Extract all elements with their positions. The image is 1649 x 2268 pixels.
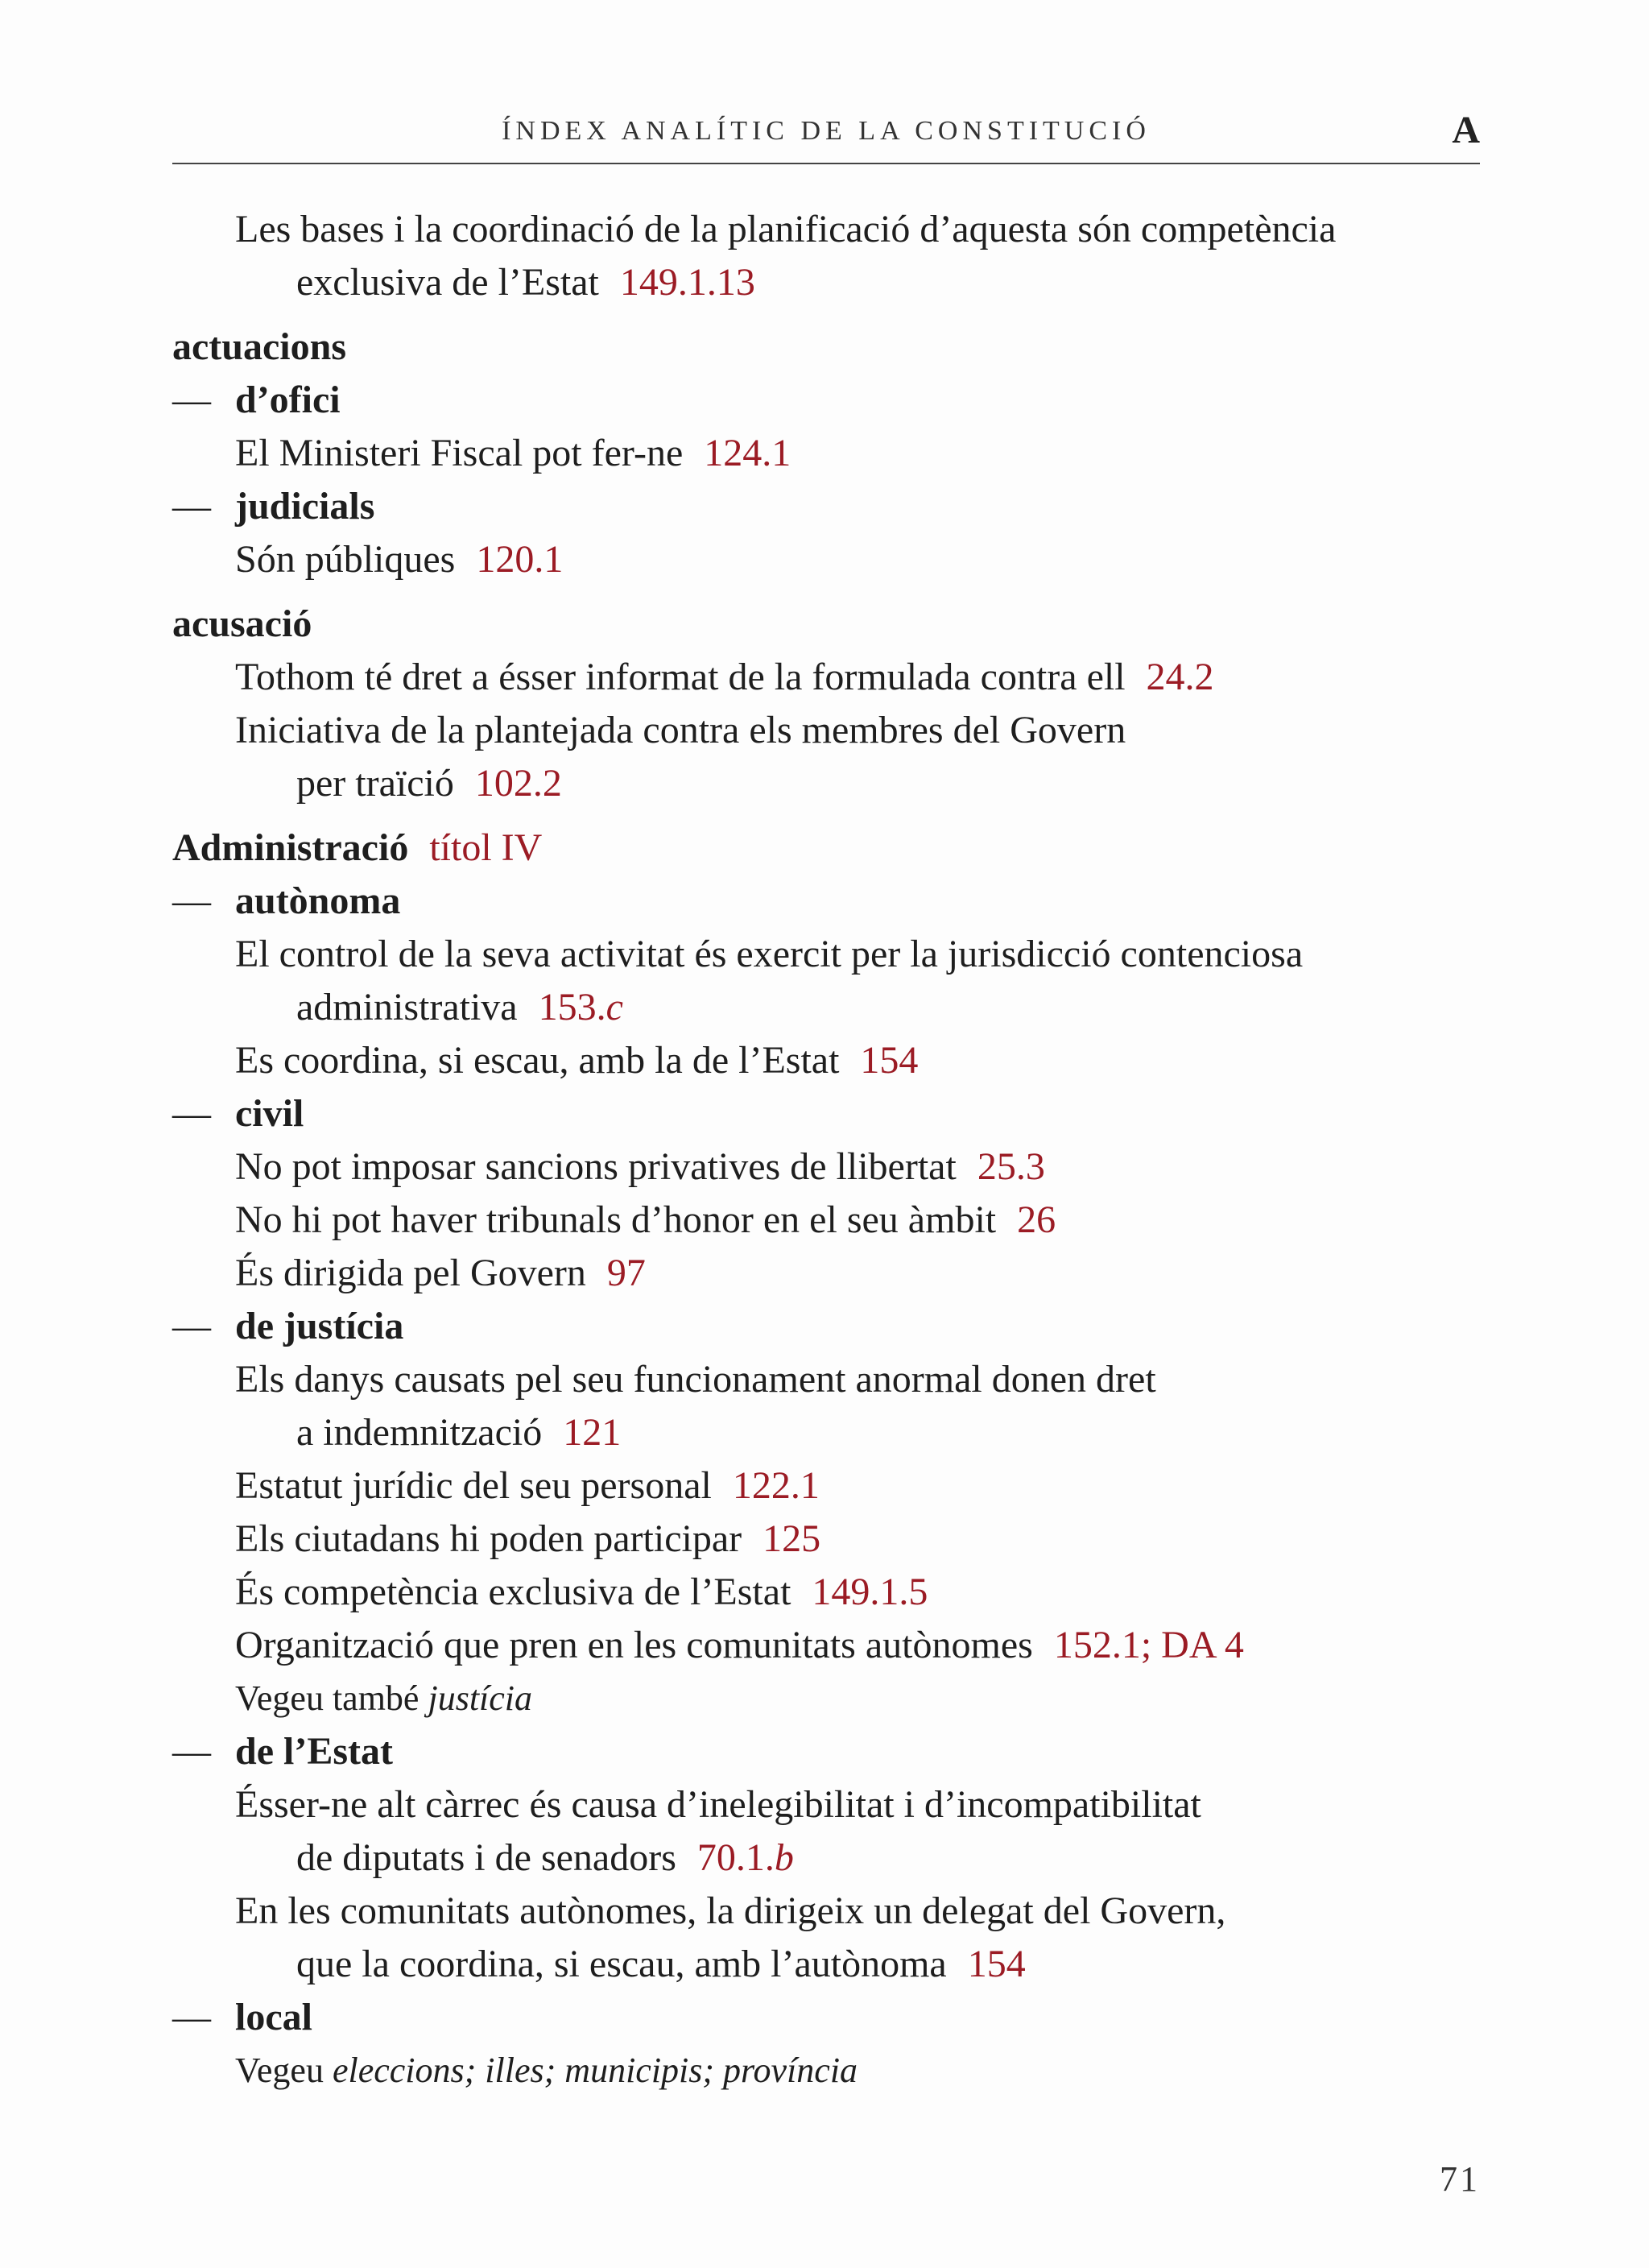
index-entry [172, 427, 1493, 480]
index-entry [172, 1885, 1493, 1938]
entry-text: Es coordina, si escau, amb la de l’Estat [235, 1039, 840, 1082]
entry-text: per traïció [296, 762, 454, 805]
subheading-dash: — [172, 1996, 211, 2038]
index-entry [172, 203, 1493, 256]
article-reference: 120.1 [476, 538, 564, 581]
article-reference: 102.2 [474, 762, 562, 805]
entry-text: autònoma [235, 879, 401, 922]
index-heading [172, 598, 1493, 651]
index-entry [172, 533, 1493, 586]
index-entry [172, 928, 1493, 981]
article-reference: 153.c [538, 986, 623, 1028]
index-entry [172, 1353, 1493, 1406]
subheading-dash: — [172, 379, 211, 421]
index-subheading [172, 374, 1493, 427]
article-reference: 149.1.5 [812, 1571, 928, 1613]
index-entry-continuation [172, 1938, 1493, 1991]
article-reference: 149.1.13 [619, 261, 755, 304]
entry-text: local [235, 1996, 312, 2038]
index-heading [172, 321, 1493, 374]
index-entry-continuation [172, 981, 1493, 1034]
entry-text: a indemnització [296, 1411, 543, 1454]
index-subheading [172, 480, 1493, 533]
index-entry [172, 1619, 1493, 1672]
article-reference: 26 [1017, 1198, 1056, 1241]
entry-text: No hi pot haver tribunals d’honor en el seu àmbit [235, 1198, 997, 1241]
index-subheading [172, 1725, 1493, 1778]
subheading-dash: — [172, 1730, 211, 1773]
entry-text: judicials [235, 485, 375, 528]
article-reference: 121 [563, 1411, 622, 1454]
index-entry [172, 704, 1493, 757]
entry-text: Vegeu també [235, 1678, 428, 1718]
header-title: ÍNDEX ANALÍTIC DE LA CONSTITUCIÓ [502, 116, 1151, 146]
index-entry [172, 1459, 1493, 1513]
entry-text: Iniciativa de la plantejada contra els membres del Govern [235, 709, 1126, 751]
index-entry [172, 651, 1493, 704]
index-subheading [172, 875, 1493, 928]
article-reference: 122.1 [732, 1464, 820, 1507]
entry-text: És dirigida pel Govern [235, 1252, 586, 1294]
subheading-dash: — [172, 1305, 211, 1347]
article-reference: 25.3 [977, 1145, 1045, 1188]
see-also [172, 1672, 1493, 1725]
index-entry-continuation [172, 1406, 1493, 1459]
see-also [172, 2044, 1493, 2097]
index-entry-continuation [172, 1831, 1493, 1885]
entry-text: En les comunitats autònomes, la dirigeix un delegat del Govern, [235, 1889, 1226, 1932]
index-entry [172, 1566, 1493, 1619]
index-subheading [172, 1991, 1493, 2044]
subheading-dash: — [172, 879, 211, 922]
entry-text: Els danys causats pel seu funcionament anormal donen dret [235, 1358, 1156, 1401]
entry-text: Els ciutadans hi poden participar [235, 1517, 742, 1560]
index-subheading [172, 1300, 1493, 1353]
index-entry [172, 1247, 1493, 1300]
index-entries [172, 203, 1493, 2097]
index-entry [172, 1513, 1493, 1566]
entry-text: civil [235, 1092, 304, 1135]
entry-text: Ésser-ne alt càrrec és causa d’inelegibilitat i d’incompatibilitat [235, 1783, 1201, 1826]
entry-text: de justícia [235, 1305, 404, 1347]
article-reference: 152.1; DA 4 [1053, 1624, 1244, 1666]
article-reference: 125 [763, 1517, 821, 1560]
article-reference: 154 [967, 1943, 1026, 1985]
entry-text: El control de la seva activitat és exercit per la jurisdicció contenciosa [235, 933, 1304, 975]
entry-text: acusació [172, 602, 312, 645]
running-header [172, 108, 1480, 164]
section-letter: A [1452, 109, 1480, 151]
entry-text: administrativa [296, 986, 518, 1028]
index-entry-continuation [172, 757, 1493, 810]
entry-text: Les bases i la coordinació de la planificació d’aquesta són competència [235, 208, 1337, 250]
index-entry-continuation [172, 256, 1493, 309]
page-number: 71 [1440, 2159, 1480, 2199]
article-reference: 124.1 [704, 432, 791, 474]
entry-text: Són públiques [235, 538, 456, 581]
subheading-dash: — [172, 485, 211, 528]
entry-text: Administració [172, 826, 409, 869]
entry-text: exclusiva de l’Estat [296, 261, 599, 304]
entry-text: El Ministeri Fiscal pot fer-ne [235, 432, 684, 474]
reference-letter: c [605, 986, 623, 1028]
entry-text: de diputats i de senadors [296, 1836, 676, 1879]
subheading-dash: — [172, 1092, 211, 1135]
entry-text: Tothom té dret a ésser informat de la formulada contra ell [235, 656, 1126, 698]
index-entry [172, 1194, 1493, 1247]
index-entry [172, 1140, 1493, 1194]
index-entry [172, 1778, 1493, 1831]
reference-letter: b [774, 1836, 794, 1879]
see-also-target: eleccions; illes; municipis; província [332, 2051, 858, 2090]
article-reference: 70.1.b [696, 1836, 794, 1879]
entry-text: Estatut jurídic del seu personal [235, 1464, 712, 1507]
entry-text: És competència exclusiva de l’Estat [235, 1571, 791, 1613]
entry-text: Organització que pren en les comunitats autònomes [235, 1624, 1033, 1666]
entry-text: que la coordina, si escau, amb l’autònoma [296, 1943, 947, 1985]
entry-text: de l’Estat [235, 1730, 393, 1773]
entry-text: actuacions [172, 325, 346, 368]
index-heading [172, 822, 1493, 875]
article-reference: 97 [606, 1252, 646, 1294]
index-entry [172, 1034, 1493, 1087]
entry-text: d’ofici [235, 379, 341, 421]
see-also-target: justícia [428, 1678, 533, 1718]
article-reference: 24.2 [1146, 656, 1214, 698]
entry-text: No pot imposar sancions privatives de llibertat [235, 1145, 957, 1188]
article-reference: títol IV [429, 826, 543, 869]
article-reference: 154 [860, 1039, 919, 1082]
entry-text: Vegeu [235, 2051, 333, 2090]
index-subheading [172, 1087, 1493, 1140]
